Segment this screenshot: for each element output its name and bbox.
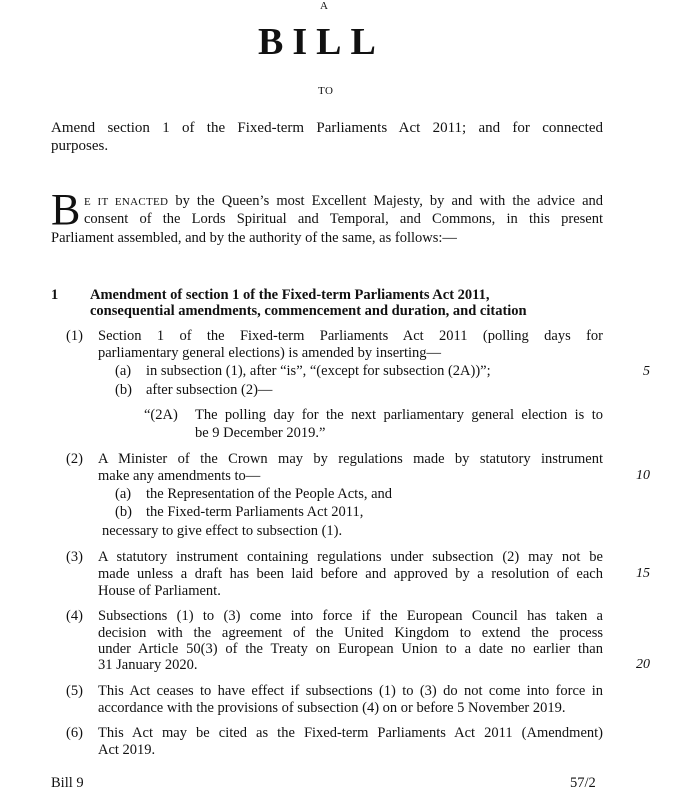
enacting-small-caps: E IT ENACTED: [84, 196, 169, 208]
subsection-2a-label: “(2A): [144, 407, 178, 423]
subsection-5-line-1: This Act ceases to have effect if subsections (1) to (3) do not come into force in: [98, 683, 603, 699]
title-to: TO: [318, 85, 334, 97]
bill-number: Bill 9: [51, 775, 84, 791]
subsection-2-a-text: the Representation of the People Acts, and: [146, 486, 393, 502]
clause-number: 1: [51, 287, 59, 303]
subsection-2a-line-1: The polling day for the next parliamentary general election is to: [195, 407, 603, 423]
subsection-6-number: (6): [66, 725, 83, 741]
line-number-10: 10: [636, 468, 650, 483]
subsection-6-line-1: This Act may be cited as the Fixed-term Parliaments Act 2011 (Amendment): [98, 725, 603, 741]
subsection-3-line-2: made unless a draft has been laid before and approved by a resolution of each: [98, 566, 603, 582]
subsection-3-number: (3): [66, 549, 83, 565]
subsection-4-line-3: under Article 50(3) of the Treaty on European Union to a date no earlier than: [98, 641, 603, 657]
subsection-5-line-2: accordance with the provisions of subsection (4) on or before 5 November 2019.: [98, 700, 566, 716]
line-number-5: 5: [643, 364, 650, 379]
subsection-2-number: (2): [66, 451, 83, 467]
subsection-4-number: (4): [66, 608, 83, 624]
line-number-20: 20: [636, 657, 650, 672]
subsection-2-b-text: the Fixed-term Parliaments Act 2011,: [146, 504, 364, 520]
subsection-1-b-label: (b): [115, 382, 132, 398]
enacting-line-2: consent of the Lords Spiritual and Temporal, and Commons, in this present: [84, 211, 603, 227]
enacting-line-3: Parliament assembled, and by the authority of the same, as follows:—: [51, 230, 457, 246]
clause-heading-line-1: Amendment of section 1 of the Fixed-term Parliaments Act 2011,: [90, 287, 490, 303]
long-title-line-2: purposes.: [51, 138, 109, 154]
enacting-dropcap: B: [51, 185, 81, 234]
bill-title: BILL: [258, 21, 385, 63]
clause-heading-line-2: consequential amendments, commencement and duration, and citation: [90, 303, 527, 319]
line-number-15: 15: [636, 566, 650, 581]
subsection-2-line-2: make any amendments to—: [98, 468, 261, 484]
subsection-1-line-1: Section 1 of the Fixed-term Parliaments Act 2011 (polling days for: [98, 328, 603, 344]
subsection-1-number: (1): [66, 328, 83, 344]
enacting-line-1-rest: by the Queen’s most Excellent Majesty, by and with the advice and: [175, 193, 604, 209]
subsection-2-b-label: (b): [115, 504, 132, 520]
long-title: [51, 119, 603, 155]
subsection-2-tail: necessary to give effect to subsection (1).: [102, 523, 343, 539]
subsection-4-line-4: 31 January 2020.: [98, 657, 198, 673]
subsection-2a-line-2: be 9 December 2019.”: [195, 425, 326, 441]
subsection-4-line-2: decision with the agreement of the United Kingdom to extend the process: [98, 625, 603, 641]
subsection-1-b-text: after subsection (2)—: [146, 382, 273, 398]
subsection-3-line-3: House of Parliament.: [98, 583, 221, 599]
subsection-1-a-label: (a): [115, 363, 132, 379]
subsection-1-a-text: in subsection (1), after “is”, “(except for subsection (2A))”;: [146, 363, 491, 379]
subsection-3-line-1: A statutory instrument containing regulations under subsection (2) may not be: [98, 549, 603, 565]
subsection-5-number: (5): [66, 683, 83, 699]
enacting-line-1: [84, 193, 603, 212]
session-reference: 57/2: [570, 775, 596, 791]
subsection-2-a-label: (a): [115, 486, 132, 502]
subsection-1-line-2: parliamentary general elections) is amended by inserting—: [98, 345, 442, 361]
long-title-line-1: Amend section 1 of the Fixed-term Parliaments Act 2011; and for connected: [51, 120, 603, 136]
article-a: A: [320, 0, 329, 12]
subsection-6-line-2: Act 2019.: [98, 742, 156, 758]
subsection-4-line-1: Subsections (1) to (3) come into force if the European Council has taken a: [98, 608, 603, 624]
subsection-2-line-1: A Minister of the Crown may by regulations made by statutory instrument: [98, 451, 603, 467]
